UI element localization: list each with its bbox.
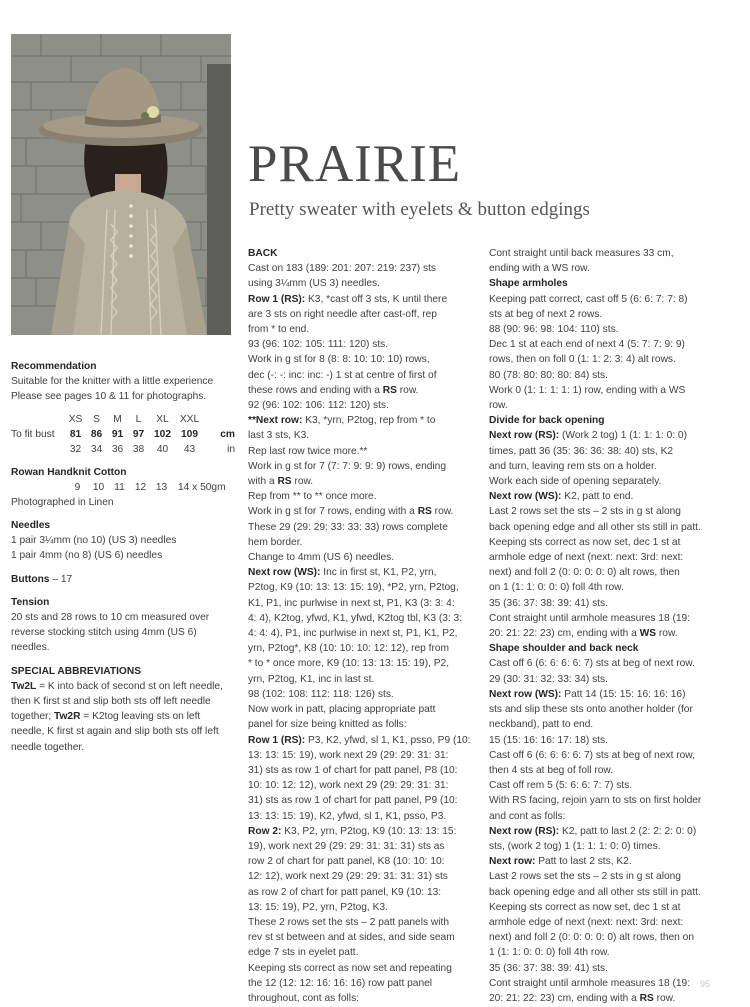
shaping-instructions-column <box>489 246 717 1006</box>
instruction-line: neckband), patt to end. <box>489 719 594 731</box>
instruction-line: 31) sts as row 1 of chart for patt panel, P9 (10: <box>248 795 458 807</box>
instruction-line <box>248 504 476 519</box>
row-label: **Next row: <box>248 415 303 427</box>
instruction-line: row 2 of chart for patt panel, K8 (10: 10: 10: <box>248 856 445 868</box>
instruction-text: Patt to last 2 sts, K2. <box>535 856 632 868</box>
instruction-line: 13: 13: 15: 19), work next 29 (29: 29: 31: 31: <box>248 749 449 761</box>
bust-in-unit: in <box>227 443 235 455</box>
abbr-text: = K2tog leaving sts on left <box>80 711 201 723</box>
instruction-line: Keeping patt correct, cast off 5 (6: 6: 7: 7: 8) <box>489 293 688 305</box>
instruction-line: 12: 12), work next 29 (29: 29: 31: 31: 31) sts <box>248 871 448 883</box>
instruction-line: and turn, leaving rem sts on a holder. <box>489 460 657 472</box>
instruction-text: Inc in first st, K1, P2, yrn, <box>320 567 437 579</box>
bust-cm: 109 <box>181 428 198 440</box>
instruction-line <box>489 824 717 839</box>
abbreviations-heading: SPECIAL ABBREVIATIONS <box>11 665 141 677</box>
instruction-line: 98 (102: 108: 112: 118: 126) sts. <box>248 688 394 700</box>
instruction-line <box>489 991 717 1006</box>
page-number: 95 <box>700 979 711 989</box>
instruction-text: K2, patt to end. <box>561 491 634 503</box>
instruction-text: P3, K2, yfwd, sl 1, K1, psso, P9 (10: <box>305 734 471 746</box>
instruction-line: 10: 10: 12: 12), work next 29 (29: 29: 31: 31: <box>248 780 449 792</box>
instruction-text: these rows and ending with a <box>248 384 383 396</box>
recommendation-line: Please see pages 10 & 11 for photographs. <box>11 391 207 403</box>
instruction-line: 80 (78: 80: 80: 80: 84) sts. <box>489 369 608 381</box>
instruction-line: Cont straight until armhole measures 18 (19: <box>489 612 691 624</box>
back-instructions-column <box>248 246 476 1006</box>
needles-line: 1 pair 4mm (no 8) (US 6) needles <box>11 550 163 562</box>
instruction-line: 15 (15: 16: 16: 17: 18) sts. <box>489 734 608 746</box>
instruction-line: 92 (96: 102: 106: 112: 120) sts. <box>248 400 389 412</box>
instruction-line: Work in g st for 7 (7: 7: 9: 9: 9) rows, ending <box>248 460 446 472</box>
recommendation-heading: Recommendation <box>11 361 97 372</box>
instruction-line: are 3 sts on right needle after cast-off, rep <box>248 308 437 320</box>
instruction-text: K3, P2, yrn, P2tog, K9 (10: 13: 13: 15: <box>281 825 457 837</box>
armholes-heading: Shape armholes <box>489 278 568 290</box>
instruction-line: rows, then on foll 0 (1: 1: 2: 3: 4) alt rows. <box>489 354 676 366</box>
size-label: M <box>113 413 122 425</box>
instruction-line: last 3 sts, K3. <box>248 430 310 442</box>
instruction-line: Keeping sts correct as now set, dec 1 st at <box>489 536 681 548</box>
instruction-line: 13: 15: 19), P2, yrn, P2tog, K3. <box>248 901 388 913</box>
instruction-line: 13: 13: 15: 19), K2, yfwd, sl 1, K1, psso, P3. <box>248 810 447 822</box>
buttons-value: – 17 <box>52 573 73 585</box>
instruction-line: 35 (36: 37: 38: 39: 41) sts. <box>489 962 608 974</box>
instruction-line: 1 (1: 1: 0: 0: 0) foll 4th row. <box>489 947 610 959</box>
instruction-text: row. <box>656 628 678 640</box>
yarn-amount: 10 <box>92 481 105 493</box>
emphasis: RS <box>639 992 654 1004</box>
instruction-line: Now work in patt, placing appropriate patt <box>248 704 436 716</box>
instruction-line: from * to end. <box>248 324 310 336</box>
instruction-line: sts at beg of next 2 rows. <box>489 308 603 320</box>
instruction-text: row. <box>396 384 419 396</box>
size-label: XXL <box>179 413 200 425</box>
row-label: Next row (RS): <box>489 825 560 837</box>
bust-cm: 97 <box>132 428 145 440</box>
bust-in: 36 <box>111 443 124 455</box>
bust-in: 34 <box>90 443 103 455</box>
instruction-text: with a <box>248 476 278 488</box>
row-label: Next row (WS): <box>489 688 562 700</box>
instruction-line: edge 7 sts in eyelet patt. <box>248 947 359 959</box>
instruction-line: sts and slip these sts onto another holder (for <box>489 704 693 716</box>
instruction-line: times, patt 36 (35: 36: 36: 38: 40) sts, K2 <box>489 445 674 457</box>
instruction-text: Work in g st for 7 rows, ending with a <box>248 506 418 518</box>
pattern-title: PRAIRIE <box>248 135 462 193</box>
instruction-line: rev st st between and at sides, and side seam <box>248 932 455 944</box>
instruction-line <box>248 733 476 748</box>
instruction-line: using 3¼mm (US 3) needles. <box>248 278 380 290</box>
instruction-line <box>248 413 476 428</box>
instruction-text: row. <box>431 506 454 518</box>
instruction-line: as row 2 of chart for patt panel, K9 (10: 13: <box>248 886 442 898</box>
bust-cm-unit: cm <box>220 428 235 440</box>
instruction-line: next) and foll 2 (0: 0: 0: 0: 0) alt rows, then on <box>489 932 694 944</box>
pattern-subtitle: Pretty sweater with eyelets & button edgings <box>249 199 590 220</box>
emphasis: RS <box>277 476 292 488</box>
instruction-line: 93 (96: 102: 105: 111: 120) sts. <box>248 339 389 351</box>
instruction-line: Cast off 6 (6: 6: 6: 6: 7) sts at beg of next row. <box>489 658 695 670</box>
yarn-amount: 11 <box>114 481 125 493</box>
instruction-line <box>248 474 476 489</box>
tension-line: needles. <box>11 642 50 654</box>
instruction-line: * to * once more, K9 (10: 13: 13: 15: 19), P2, <box>248 658 450 670</box>
bust-cm: 91 <box>111 428 124 440</box>
instruction-line <box>489 854 717 869</box>
instruction-text: (Work 2 tog) 1 (1: 1: 1: 0: 0) <box>559 430 687 442</box>
yarn-photographed: Photographed in Linen <box>11 496 114 508</box>
instruction-line: Last 2 rows set the sts – 2 sts in g st along <box>489 506 681 518</box>
needles-heading: Needles <box>11 520 51 532</box>
bust-cm: 86 <box>90 428 103 440</box>
instruction-line: Rep last row twice more.** <box>248 445 368 457</box>
instruction-line: With RS facing, rejoin yarn to sts on first holder <box>489 795 702 807</box>
instruction-line: armhole edge of next (next: next: 3rd: next: <box>489 552 684 564</box>
row-label: Next row (WS): <box>489 491 562 503</box>
instruction-line: Work each side of opening separately. <box>489 476 662 488</box>
yarn-amount: 13 <box>155 481 168 493</box>
yarn-amount: 14 x 50gm <box>178 481 226 493</box>
instruction-line: on 1 (1: 1: 0: 0: 0) foll 4th row. <box>489 582 624 594</box>
instruction-line: Rep from ** to ** once more. <box>248 491 377 503</box>
instruction-line <box>248 383 476 398</box>
instruction-line: Cast off rem 5 (5: 6: 6: 7: 7) sts. <box>489 780 633 792</box>
instruction-line: Change to 4mm (US 6) needles. <box>248 552 395 564</box>
emphasis: RS <box>382 384 397 396</box>
yarn-heading: Rowan Handknit Cotton <box>11 466 127 478</box>
emphasis: RS <box>417 506 432 518</box>
tension-line: reverse stocking stitch using 4mm (US 6) <box>11 627 197 639</box>
instruction-line <box>489 687 717 702</box>
to-fit-label: To fit bust <box>11 428 55 440</box>
instruction-line: back opening edge and all other sts still in patt. <box>489 521 701 533</box>
instruction-line: and cont as folls: <box>489 810 566 822</box>
model-photo <box>11 34 231 335</box>
row-label: Row 1 (RS): <box>248 293 306 305</box>
buttons-line <box>11 572 236 587</box>
abbr-line <box>11 679 236 694</box>
row-label: Row 2: <box>248 825 282 837</box>
instruction-text: K2, patt to last 2 (2: 2: 2: 0: 0) <box>559 825 697 837</box>
instruction-line: 88 (90: 96: 98: 104: 110) sts. <box>489 324 619 336</box>
instruction-text: K3, *cast off 3 sts, K until there <box>305 293 448 305</box>
instruction-line: the 12 (12: 12: 16: 16: 16) row patt panel <box>248 977 433 989</box>
instruction-line: 19), work next 29 (29: 29: 31: 31: 31) sts as <box>248 840 445 852</box>
instruction-line: panel for size being knitted as folls: <box>248 719 407 731</box>
bust-in: 40 <box>156 443 169 455</box>
bust-in: 43 <box>183 443 196 455</box>
instruction-line: next) and foll 2 (0: 0: 0: 0: 0) alt rows, then <box>489 567 680 579</box>
instruction-line: 29 (30: 31: 32: 33: 34) sts. <box>489 673 608 685</box>
instruction-text: K3, *yrn, P2tog, rep from * to <box>302 415 436 427</box>
row-label: Next row: <box>489 856 536 868</box>
instruction-line: dec (-: -: inc: inc: -) 1 st at centre of first of <box>248 369 437 381</box>
instruction-line: 4: 4), K2tog, yfwd, K1, yfwd, K2tog tbl, K3 (3: 3: <box>248 612 463 624</box>
instruction-line: Cast on 183 (189: 201: 207: 219: 237) sts <box>248 263 437 275</box>
abbr-text: = K into back of second st on left needle, <box>36 680 223 692</box>
instruction-text: row. <box>291 476 314 488</box>
instruction-line: throughout, cont as folls: <box>248 992 359 1004</box>
instruction-line: yrn, P2tog, K1, inc in last st. <box>248 673 375 685</box>
bust-in: 38 <box>132 443 145 455</box>
tension-line: 20 sts and 28 rows to 10 cm measured over <box>11 612 210 624</box>
instruction-text: 20: 21: 22: 23) cm, ending with a <box>489 628 640 640</box>
instruction-line: yrn, P2tog*, K8 (10: 10: 10: 12: 12), rep from <box>248 643 450 655</box>
instruction-line: Cast off 6 (6: 6: 6: 6: 7) sts at beg of next row, <box>489 749 695 761</box>
instruction-line <box>489 626 717 641</box>
size-label: XL <box>156 413 169 425</box>
instruction-line: K1, P1, inc purlwise in next st, P1, K3 (3: 3: 4: <box>248 597 455 609</box>
instruction-line: ending with a WS row. <box>489 263 590 275</box>
instruction-line: then 4 sts at beg of foll row. <box>489 764 614 776</box>
row-label: Row 1 (RS): <box>248 734 306 746</box>
instruction-line: Cont straight until back measures 33 cm, <box>489 248 674 259</box>
instruction-line: Work 0 (1: 1: 1: 1: 1) row, ending with a WS <box>489 384 686 396</box>
instruction-line: sts, (work 2 tog) 1 (1: 1: 1: 0: 0) times. <box>489 840 661 852</box>
instruction-text: Patt 14 (15: 15: 16: 16: 16) <box>561 688 686 700</box>
instruction-line: Keeping sts correct as now set and repeating <box>248 962 452 974</box>
abbr-term: Tw2R <box>54 711 81 723</box>
emphasis: WS <box>639 628 657 640</box>
shoulder-heading: Shape shoulder and back neck <box>489 643 639 655</box>
recommendation-line: Suitable for the knitter with a little experience <box>11 376 214 388</box>
bust-cm: 102 <box>154 428 171 440</box>
abbr-text: together; <box>11 711 55 723</box>
abbr-term: Tw2L <box>11 680 37 692</box>
instruction-line: 4: 4: 4), P1, inc purlwise in next st, P1, K1, P2, <box>248 628 458 640</box>
divide-heading: Divide for back opening <box>489 415 605 427</box>
instruction-line: Cont straight until armhole measures 18 (19: <box>489 977 691 989</box>
size-label: L <box>135 413 142 425</box>
yarn-amount: 9 <box>74 481 81 493</box>
requirements-column <box>11 359 236 755</box>
instruction-line: row. <box>489 400 508 412</box>
bust-cm: 81 <box>69 428 82 440</box>
instruction-line <box>248 824 476 839</box>
instruction-line: P2tog, K9 (10: 13: 13: 15: 19), *P2, yrn, P2tog, <box>248 582 459 594</box>
instruction-line: Work in g st for 8 (8: 8: 10: 10: 10) rows, <box>248 354 430 366</box>
size-table <box>11 412 235 457</box>
instruction-line: These 29 (29: 29: 33: 33: 33) rows complete <box>248 521 448 533</box>
buttons-heading: Buttons <box>11 573 50 585</box>
instruction-line: back opening edge and all other sts still in patt. <box>489 886 701 898</box>
instruction-line: hem border. <box>248 536 303 548</box>
instruction-line <box>489 428 717 443</box>
instruction-line: 31) sts as row 1 of chart for patt panel, P8 (10: <box>248 764 458 776</box>
instruction-line: These 2 rows set the sts – 2 patt panels with <box>248 916 450 928</box>
instruction-line <box>248 292 476 307</box>
instruction-line: Keeping sts correct as now set, dec 1 st at <box>489 901 681 913</box>
size-label: XS <box>68 413 83 425</box>
bust-in: 32 <box>69 443 82 455</box>
yarn-amounts <box>11 480 236 495</box>
tension-heading: Tension <box>11 596 50 608</box>
abbr-line <box>11 709 236 724</box>
row-label: Next row (RS): <box>489 430 560 442</box>
abbr-line: needle, K first st again and slip both sts off left <box>11 726 219 738</box>
instruction-line <box>489 489 717 504</box>
instruction-line: Dec 1 st at each end of next 4 (5: 7: 7: 9: 9) <box>489 339 685 351</box>
row-label: Next row (WS): <box>248 567 321 579</box>
instruction-line: Last 2 rows set the sts – 2 sts in g st along <box>489 871 681 883</box>
abbr-line: needle together. <box>11 741 85 753</box>
needles-line: 1 pair 3¼mm (no 10) (US 3) needles <box>11 535 177 547</box>
instruction-line: 35 (36: 37: 38: 39: 41) sts. <box>489 597 608 609</box>
back-heading: BACK <box>248 248 278 259</box>
instruction-text: 20: 21: 22: 23) cm, ending with a <box>489 992 640 1004</box>
instruction-line: armhole edge of next (next: next: 3rd: next: <box>489 916 684 928</box>
instruction-text: row. <box>653 992 676 1004</box>
size-label: S <box>93 413 100 425</box>
abbr-line: then K first st and slip both sts off left needle <box>11 696 211 708</box>
instruction-line <box>248 565 476 580</box>
yarn-amount: 12 <box>134 481 147 493</box>
